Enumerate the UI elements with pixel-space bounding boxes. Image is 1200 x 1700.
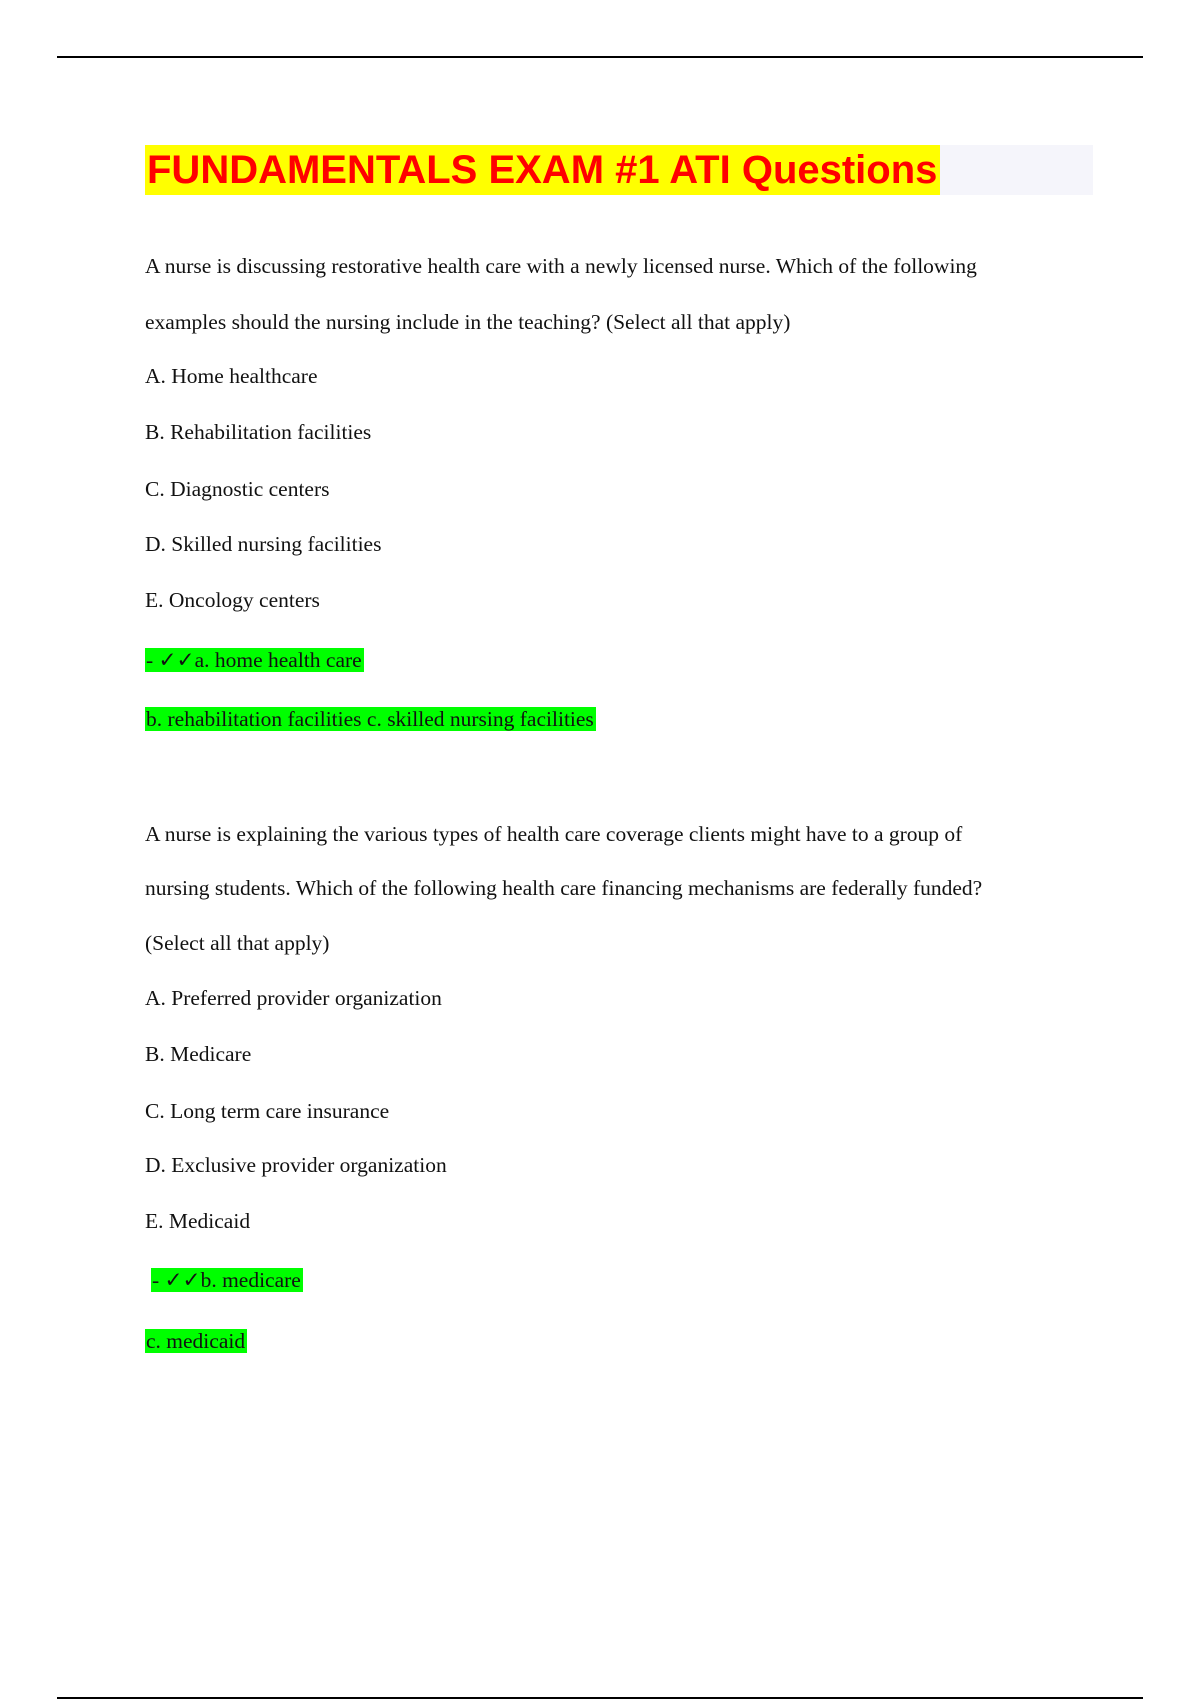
question-2-option-b: B. Medicare bbox=[145, 1042, 252, 1066]
answer-highlight: - ✓✓a. home health care bbox=[146, 648, 362, 672]
answer-highlight: - ✓✓b. medicare bbox=[152, 1268, 301, 1292]
question-1-answer-line-2 bbox=[145, 705, 596, 733]
title-band bbox=[145, 145, 1093, 195]
answer-highlight: c. medicaid bbox=[146, 1329, 246, 1353]
question-2-option-d: D. Exclusive provider organization bbox=[145, 1153, 447, 1177]
answer-highlight: b. rehabilitation facilities c. skilled nursing facilities bbox=[146, 707, 594, 731]
top-rule bbox=[57, 56, 1143, 58]
question-1-option-d: D. Skilled nursing facilities bbox=[145, 532, 382, 556]
question-2-stem-line-2: nursing students. Which of the following health care financing mechanisms are federally funded? bbox=[145, 876, 983, 900]
question-2-option-c: C. Long term care insurance bbox=[145, 1099, 390, 1123]
question-1-option-a: A. Home healthcare bbox=[145, 364, 318, 388]
question-1-stem-line-1: A nurse is discussing restorative health care with a newly licensed nurse. Which of the following bbox=[145, 254, 977, 278]
question-2-option-a: A. Preferred provider organization bbox=[145, 986, 442, 1010]
question-1-option-c: C. Diagnostic centers bbox=[145, 477, 330, 501]
question-1-stem-line-2: examples should the nursing include in the teaching? (Select all that apply) bbox=[145, 310, 791, 334]
question-1-answer-line-1 bbox=[145, 646, 364, 674]
question-1-option-e: E. Oncology centers bbox=[145, 588, 320, 612]
bottom-rule bbox=[57, 1697, 1143, 1699]
question-2-answer-line-1 bbox=[151, 1266, 303, 1294]
question-1-option-b: B. Rehabilitation facilities bbox=[145, 420, 372, 444]
question-2-stem-line-1: A nurse is explaining the various types of health care coverage clients might have to a group of bbox=[145, 822, 963, 846]
question-2-answer-line-2 bbox=[145, 1327, 247, 1355]
question-2-option-e: E. Medicaid bbox=[145, 1209, 251, 1233]
question-2-stem-line-3: (Select all that apply) bbox=[145, 931, 330, 955]
document-title: FUNDAMENTALS EXAM #1 ATI Questions bbox=[145, 145, 940, 195]
